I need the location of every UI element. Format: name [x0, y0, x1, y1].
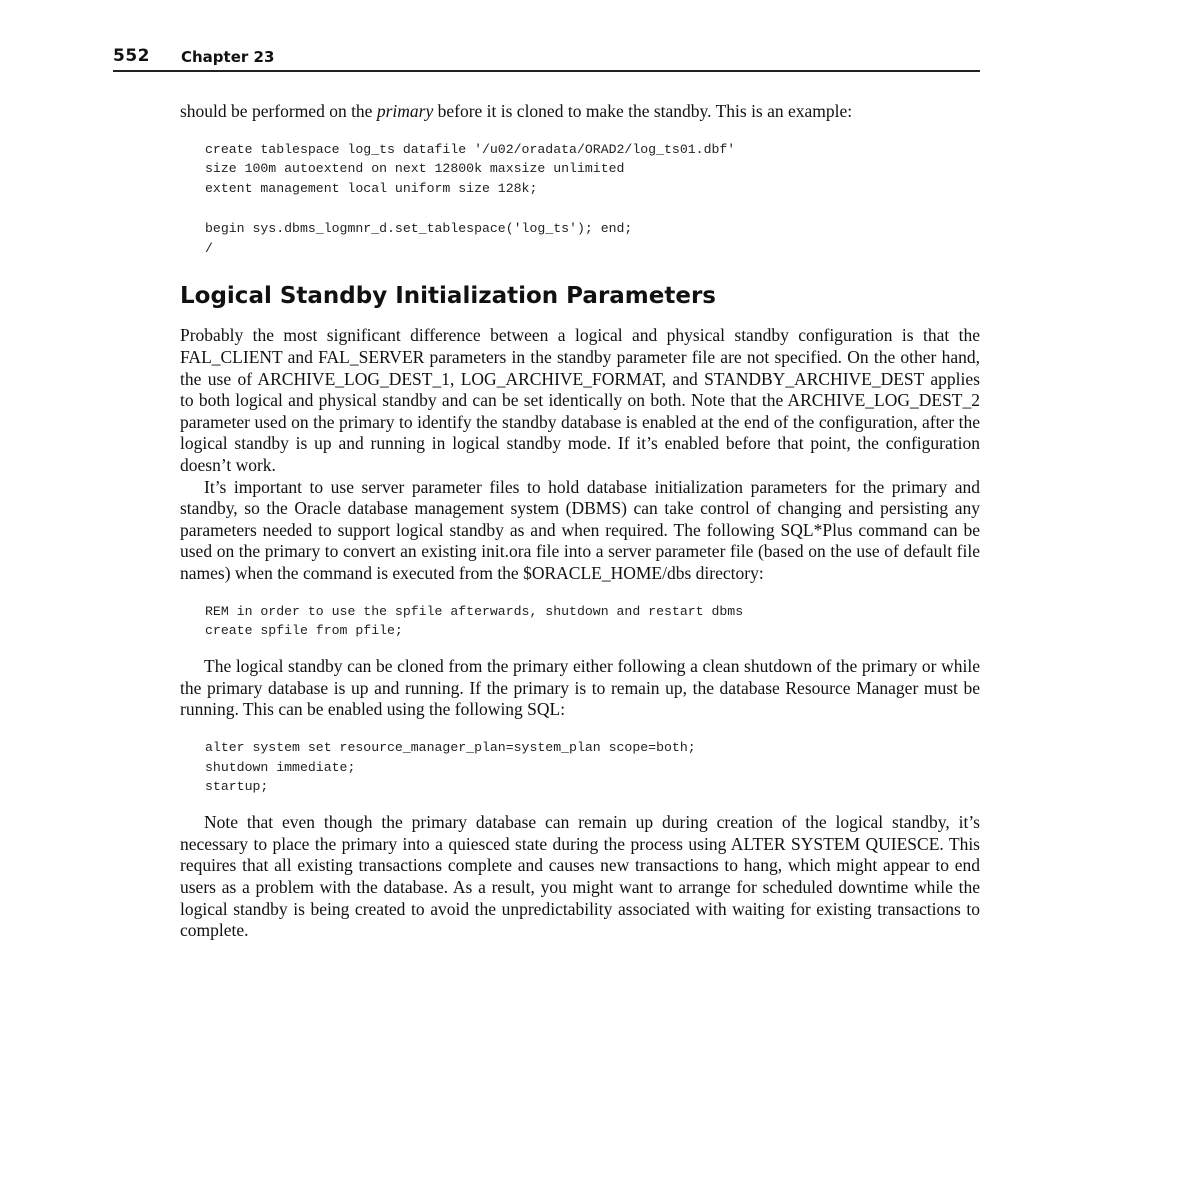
code-block-tablespace: create tablespace log_ts datafile '/u02/oradata/ORAD2/log_ts01.dbf' size 100m autoextend on next 12800k maxsize unlimited extent management local uniform size 128k; begin sys.dbms_logmnr_d.set_tablespace('log_ts'); end; /	[205, 141, 736, 256]
section-heading: Logical Standby Initialization Parameters	[180, 283, 716, 310]
code-block-spfile: REM in order to use the spfile afterwards, shutdown and restart dbms create spfile from pfile;	[205, 603, 744, 639]
intro-emphasis: primary	[376, 101, 434, 121]
intro-paragraph	[180, 101, 980, 123]
intro-text-start: should be performed on the	[180, 101, 377, 121]
body-paragraph: Note that even though the primary database can remain up during creation of the logical standby, it’s necessary to place the primary into a quiesced state during the process using ALTER SYSTEM QUIESCE. This requires that all existing transactions complete and causes new transactions to hang, which might appear to end users as a problem with the database. As a result, you might want to arrange for scheduled downtime while the logical standby is being created to avoid the unpredictability associated with waiting for existing transactions to complete.	[180, 812, 980, 941]
code-block-resource-manager: alter system set resource_manager_plan=system_plan scope=both; shutdown immediate; startup;	[205, 739, 696, 795]
page-number: 552	[113, 46, 150, 66]
body-paragraph: It’s important to use server parameter files to hold database initialization parameters for the primary and standby, so the Oracle database management system (DBMS) can take control of changing and persisting any parameters needed to support logical standby as and when required. The following SQL*Plus command can be used on the primary to convert an existing init.ora file into a server parameter file (based on the use of default file names) when the command is executed from the $ORACLE_HOME/dbs directory:	[180, 476, 980, 583]
chapter-label: Chapter 23	[181, 48, 275, 66]
body-paragraph: The logical standby can be cloned from the primary either following a clean shutdown of the primary or while the primary database is up and running. If the primary is to remain up, the database Resource Manager must be running. This can be enabled using the following SQL:	[180, 656, 980, 720]
intro-text-end: before it is cloned to make the standby. This is an example:	[433, 101, 853, 121]
page-body	[180, 101, 980, 942]
body-paragraph: Probably the most significant difference between a logical and physical standby configuration is that the FAL_CLIENT and FAL_SERVER parameters in the standby parameter file are not specified. On the other hand, the use of ARCHIVE_LOG_DEST_1, LOG_ARCHIVE_FORMAT, and STANDBY_ARCHIVE_DEST applies to both logical and physical standby and can be set identically on both. Note that the ARCHIVE_LOG_DEST_2 parameter used on the primary to identify the standby database is enabled at the end of the configuration, after the logical standby is up and running in logical standby mode. If it’s enabled before that point, the configuration doesn’t work.	[180, 325, 980, 475]
running-header	[113, 46, 980, 72]
